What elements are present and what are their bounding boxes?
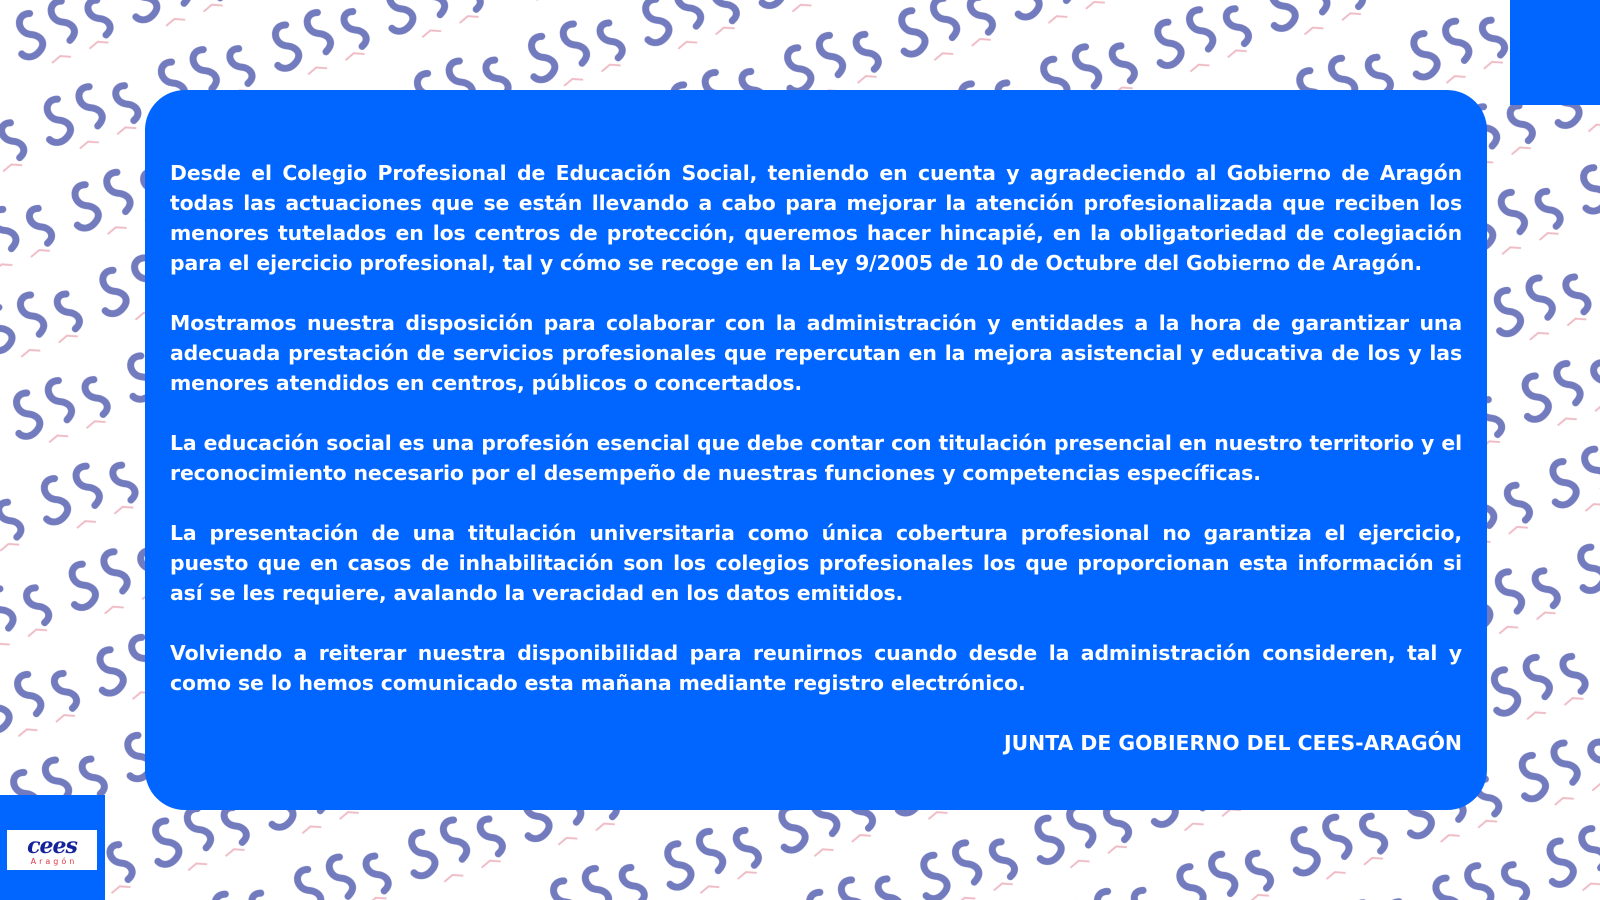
paragraph-3: La educación social es una profesión esencial que debe contar con titulación presencial en nuestro territorio y el reconocimiento necesario por el desempeño de nuestras funciones y competencias específicas. <box>170 431 1462 485</box>
corner-block-bottom-left <box>0 795 105 900</box>
corner-block-top-right <box>1510 0 1600 105</box>
signature: JUNTA DE GOBIERNO DEL CEES-ARAGÓN <box>1003 731 1462 755</box>
paragraph-4: La presentación de una titulación universitaria como única cobertura profesional no garantiza el ejercicio, puesto que en casos de inhabilitación son los colegios profesionales los que proporcionan esta información si así se les requiere, avalando la veracidad en los datos emitidos. <box>170 521 1462 605</box>
logo-mark: cees <box>27 832 77 859</box>
paragraph-5: Volviendo a reiterar nuestra disponibilidad para reunirnos cuando desde la administración consideren, tal y como se lo hemos comunicado esta mañana mediante registro electrónico. <box>170 641 1462 695</box>
cees-aragon-logo <box>7 830 97 870</box>
paragraph-2: Mostramos nuestra disposición para colaborar con la administración y entidades a la hora de garantizar una adecuada prestación de servicios profesionales que repercutan en la mejora asistencial y educativa de los y las menores atendidos en centros, públicos o concertados. <box>170 311 1462 395</box>
paragraph-1: Desde el Colegio Profesional de Educación Social, teniendo en cuenta y agradeciendo al Gobierno de Aragón todas las actuaciones que se están llevando a cabo para mejorar la atención profesionalizada que reciben los menores tutelados en los centros de protección, queremos hacer hincapié, en la obligatoriedad de colegiación para el ejercicio profesional, tal y cómo se recoge en la Ley 9/2005 de 10 de Octubre del Gobierno de Aragón. <box>170 161 1462 275</box>
logo-subtitle: Aragón <box>30 856 78 866</box>
statement-card <box>145 90 1487 810</box>
